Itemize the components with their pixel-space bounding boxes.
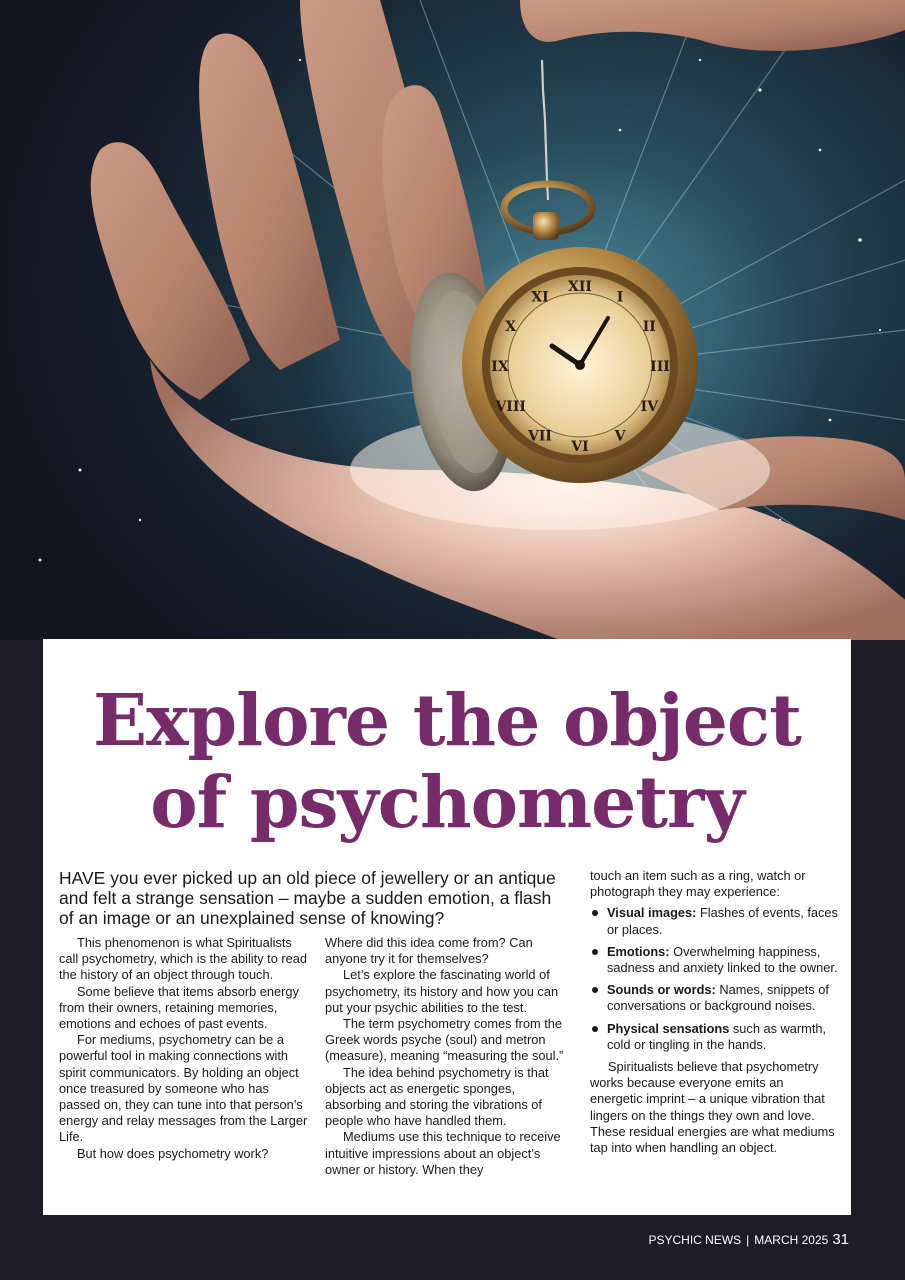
publication-name: PSYCHIC NEWS xyxy=(648,1233,742,1247)
body-paragraph: Mediums use this technique to receive intuitive impressions about an object’s owner or history. When they xyxy=(325,1129,561,1177)
clock-numeral: VI xyxy=(571,439,589,455)
body-paragraph: Some believe that items absorb energy from their owners, retaining memories, emotions and echoes of past events. xyxy=(59,983,299,1032)
headline-line-2: of psychometry xyxy=(150,760,744,844)
bullet-icon xyxy=(592,1026,598,1032)
list-item xyxy=(590,905,838,937)
column-3 xyxy=(590,868,838,1156)
clock-numeral: X xyxy=(505,319,517,335)
bullet-text: such as warmth, cold or tingling in the hands. xyxy=(607,1020,827,1052)
page-number: 31 xyxy=(832,1231,849,1248)
column-1 xyxy=(59,935,309,1162)
article-panel xyxy=(43,639,851,1215)
list-item xyxy=(590,944,838,976)
clock-numeral: III xyxy=(650,359,670,375)
headline-line-1: Explore the object xyxy=(93,678,801,762)
bullet-term: Emotions: xyxy=(607,943,670,959)
chain-icon xyxy=(542,60,548,200)
clock-numeral: XII xyxy=(568,279,592,295)
body-paragraph: The term psychometry comes from the Greek words psyche (soul) and metron (measure), meaning “measuring the soul.” xyxy=(325,1016,564,1064)
body-paragraph: But how does psychometry work? xyxy=(77,1145,269,1161)
body-paragraph: Let’s explore the fascinating world of psychometry, its history and how you can put your psychic abilities to the test. xyxy=(325,967,559,1015)
body-paragraph: touch an item such as a ring, watch or photograph they may experience: xyxy=(590,868,806,900)
body-paragraph: The idea behind psychometry is that objects act as energetic sponges, absorbing and storing the vibrations of people who have handled them. xyxy=(325,1064,549,1129)
clock-numeral: XI xyxy=(531,289,549,306)
bullet-text: Overwhelming happiness, sadness and anxiety linked to the owner. xyxy=(607,943,838,976)
bullet-term: Physical sensations xyxy=(607,1020,730,1036)
bullet-text: Names, snippets of conversations or background noises. xyxy=(607,982,829,1014)
experience-list xyxy=(590,905,838,1053)
clock-numeral: I xyxy=(616,289,624,306)
footer-separator: | xyxy=(746,1233,750,1247)
column-2 xyxy=(325,935,573,1178)
body-paragraph: This phenomenon is what Spiritualists call psychometry, which is the ability to read the history of an object through touch. xyxy=(59,935,307,983)
clock-numeral: IV xyxy=(640,399,659,415)
clock-numeral: II xyxy=(642,319,656,335)
clock-numeral: VIII xyxy=(495,399,526,415)
upper-hand-icon xyxy=(520,0,905,51)
page-footer xyxy=(648,1231,849,1249)
bullet-term: Sounds or words: xyxy=(607,982,716,998)
issue-date: MARCH 2025 xyxy=(754,1233,829,1247)
clock-numeral: IX xyxy=(491,359,509,375)
list-item xyxy=(590,982,838,1014)
body-paragraph: Spiritualists believe that psychometry works because everyone emits an energetic imprint – a unique vibration that lingers on the things they own and love. These residual energies are what mediums tap into when handling an object. xyxy=(590,1059,835,1156)
bullet-icon xyxy=(592,987,598,993)
intro-paragraph: HAVE you ever picked up an old piece of jewellery or an antique and felt a strange sensation – maybe a sudden emotion, a flash of an image or an unexplained sense of knowing? xyxy=(59,868,556,928)
list-item xyxy=(590,1021,838,1053)
body-paragraph: Where did this idea come from? Can anyone try it for themselves? xyxy=(325,935,533,967)
bullet-term: Visual images: xyxy=(607,905,697,921)
headline xyxy=(43,679,851,843)
clock-numeral: V xyxy=(614,428,626,445)
body-paragraph: For mediums, psychometry can be a powerful tool in making connections with spirit communicators. By holding an object once treasured by someone who has passed on, they can tune into that person’s energy and relay messages from the Larger Life. xyxy=(59,1032,308,1145)
bullet-icon xyxy=(592,949,598,955)
bullet-text: Flashes of events, faces or places. xyxy=(607,905,838,937)
clock-numeral: VII xyxy=(528,428,552,445)
bullet-icon xyxy=(592,910,598,916)
